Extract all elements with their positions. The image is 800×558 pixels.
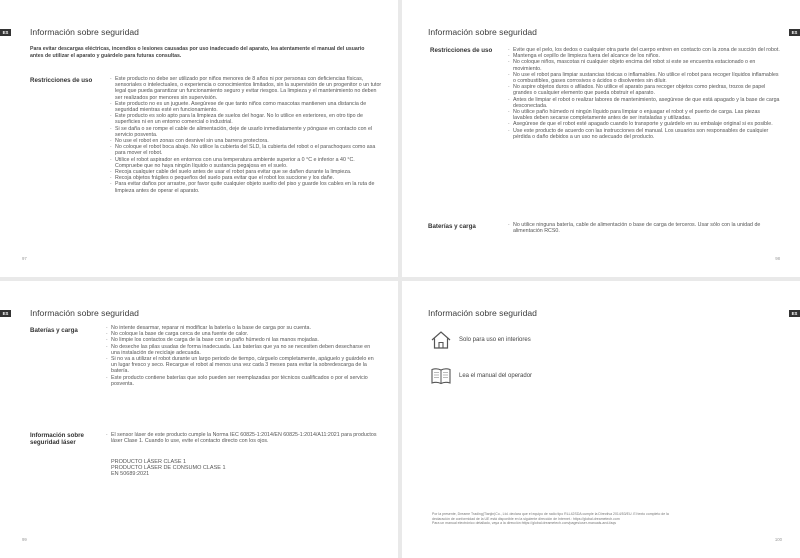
batteries-list [508, 222, 780, 234]
list-item: · No coloque niños, mascotas ni cualquier objeto encima del robot si este se encuentra estacionado o en movimiento. [508, 59, 780, 71]
page-number: 100 [774, 537, 782, 542]
list-item: · Recoja objetos frágiles o pequeños del suelo para evitar que el robot los succione y los dañe. [110, 175, 382, 181]
list-item: · No intente desarmar, reparar ni modificar la batería o la base de carga por su cuenta. [106, 325, 378, 331]
language-tab: ES [789, 29, 800, 36]
open-book-icon [430, 366, 452, 386]
list-item: · Este producto es solo apto para la limpieza de suelos del hogar. No lo utilice en exteriores, en otro tipo de superficies ni en un entorno comercial o industrial. [110, 113, 382, 125]
page-title: Información sobre seguridad [428, 27, 537, 37]
footer-line: declaración de conformidad de la UE está disponible en la siguiente dirección de Internet.: https://global.dreametech.com [432, 516, 620, 521]
product-class-line: EN 50689:2021 [111, 471, 150, 478]
section-label-laser-safety: Información sobre seguridad láser [30, 432, 84, 447]
batteries-list [106, 325, 378, 387]
list-item: · Si no va a utilizar el robot durante un largo periodo de tiempo, cárguelo completamente, apáguelo y guárdelo en un lugar fresco y seco. Recargue el robot al menos una vez cada 3 meses para evitar la sobredescarga de la batería. [106, 356, 378, 375]
language-tab: ES [789, 310, 800, 317]
section-label-batteries: Baterías y carga [30, 327, 78, 334]
list-item: · Asegúrese de que el robot esté apagado cuando lo transporte y guárdelo en su embalaje original si es posible. [508, 121, 780, 127]
list-item: · Para evitar daños por arrastre, por favor quite cualquier objeto suelto del piso y guarde los cables en la ruta de limpieza antes de operar el aparato. [110, 181, 382, 193]
list-item: · El sensor láser de este producto cumple la Norma IEC 60825-1:2014/EN 60825-1:2014/A11:2021 para productos láser Clase 1. Cuando lo use, evite el contacto directo con los ojos. [106, 432, 378, 444]
read-manual-row [430, 366, 532, 386]
read-manual-text: Lea el manual del operador [459, 373, 533, 379]
list-item: · No aspire objetos duros o afilados. No utilice el aparato para recoger objetos como piedras, trozos de papel grandes o cualquier elemento que pueda obstruir el aparato. [508, 84, 780, 96]
list-item: · Mantenga el cepillo de limpieza fuera del alcance de los niños. [508, 53, 780, 59]
list-item: · Este producto no es un juguete. Asegúrese de que tanto niños como mascotas mantienen una distancia de seguridad mientras esté en funcionamiento. [110, 101, 382, 113]
manual-page-97 [0, 0, 398, 277]
list-item: · No utilice paño húmedo ni ningún líquido para limpiar o enjuagar el robot y el puerto de carga. Las piezas lavables deben secarse completamente antes de ser instaladas y utilizadas. [508, 109, 780, 121]
language-tab: ES [0, 29, 11, 36]
section-label-usage-restrictions: Restricciones de uso [430, 47, 493, 54]
declaration-footer [432, 512, 782, 526]
list-item: · Antes de limpiar el robot o realizar labores de mantenimiento, asegúrese de que está apagado y la base de carga desconectada. [508, 97, 780, 109]
section-label-batteries: Baterías y carga [428, 223, 476, 230]
page-number: 99 [22, 537, 27, 542]
list-item: · No utilice ninguna batería, cable de alimentación o base de carga de terceros. Usar sólo con la unidad de alimentación RCS0. [508, 222, 780, 234]
list-item: · Use este producto de acuerdo con las instrucciones del manual. Los usuarios son responsables de cualquier pérdida o daño debidos a un uso no adecuado del producto. [508, 128, 780, 140]
page-title: Información sobre seguridad [428, 308, 537, 318]
list-item: · No deseche las pilas usadas de forma inadecuada. Las baterías que ya no se necesiten deben desecharse en una instalación de reciclaje adecuada. [106, 344, 378, 356]
footer-line: Por la presente, Dreame Trading(Tianjin)Co., Ltd. declara que el equipo de radio tipo RLL42SDA cumple la Directiva 2014/53/EU. El texto completo de la [432, 512, 669, 516]
page-number: 97 [22, 256, 27, 261]
indoor-use-text: Solo para uso en interiores [459, 337, 531, 343]
list-item: · Recoja cualquier cable del suelo antes de usar el robot para evitar que se dañen durante la limpieza. [110, 169, 382, 175]
page-title: Información sobre seguridad [30, 308, 139, 318]
laser-product-classification [111, 459, 226, 478]
usage-restrictions-list [508, 47, 780, 140]
manual-page-98 [402, 0, 800, 277]
page-number: 98 [775, 256, 780, 261]
product-class-line: PRODUCTO LÁSER DE CONSUMO CLASE 1 [111, 465, 226, 472]
manual-page-99 [0, 281, 398, 558]
list-item: · Evite que el pelo, los dedos o cualquier otra parte del cuerpo entren en contacto con la zona de succión del robot. [508, 47, 780, 53]
manual-page-100 [402, 281, 800, 558]
list-item: · No limpie los contactos de carga de la base con un paño húmedo ni las manos mojadas. [106, 337, 378, 343]
list-item: · No use el robot para limpiar sustancias tóxicas o inflamables. No utilice el robot para recoger líquidos inflamables o combustibles, gases corrosivos o ácidos o disolventes sin diluir. [508, 72, 780, 84]
list-item: · No use el robot en zonas con desnivel sin una barrera protectora. [110, 138, 382, 144]
list-item: · Este producto contiene baterías que solo pueden ser reemplazadas por técnicos cualificados o por el servicio posventa. [106, 375, 378, 387]
intro-warning: Para evitar descargas eléctricas, incendios o lesiones causadas por uso inadecuado del aparato, lea atentamente el manual del usuario antes de utilizar el aparato y guárdelo para futuras consultas. [30, 46, 365, 59]
laser-safety-list [106, 432, 378, 444]
list-item: · No coloque la base de carga cerca de una fuente de calor. [106, 331, 378, 337]
list-item: · Utilice el robot aspirador en entornos con una temperatura ambiente superior a 0 °C e inferior a 40 °C. Compruebe que no haya ningún líquido o sustancia pegajosa en el suelo. [110, 157, 382, 169]
indoor-use-row [430, 330, 531, 350]
footer-line: Para un manual electrónico detallado, vaya a la dirección:https://global.dreametech.com/pages/user-manuals-and-faqs [432, 521, 617, 526]
list-item: · Este producto no debe ser utilizado por niños menores de 8 años ni por personas con deficiencias físicas, sensoriales o intelectuales, o experiencia o conocimientos limitados, sin la supervisión de un progenitor o un tutor legal que pueda garantizar un funcionamiento seguro y evitar riesgos. La limpieza y el mantenimiento no deben ser realizados por menores sin supervisión. [110, 76, 382, 101]
language-tab: ES [0, 310, 11, 317]
house-icon [430, 330, 452, 350]
list-item: · No coloque el robot boca abajo. No utilice la cubierta del SLD, la cubierta del robot o el parachoques como asa para mover el robot. [110, 144, 382, 156]
product-class-line: PRODUCTO LÁSER CLASE 1 [111, 459, 187, 465]
section-label-usage-restrictions: Restricciones de uso [30, 77, 93, 84]
usage-restrictions-list [110, 76, 382, 194]
page-title: Información sobre seguridad [30, 27, 139, 37]
list-item: · Si se daña o se rompe el cable de alimentación, deje de usarlo inmediatamente y póngase en contacto con el servicio posventa. [110, 126, 382, 138]
